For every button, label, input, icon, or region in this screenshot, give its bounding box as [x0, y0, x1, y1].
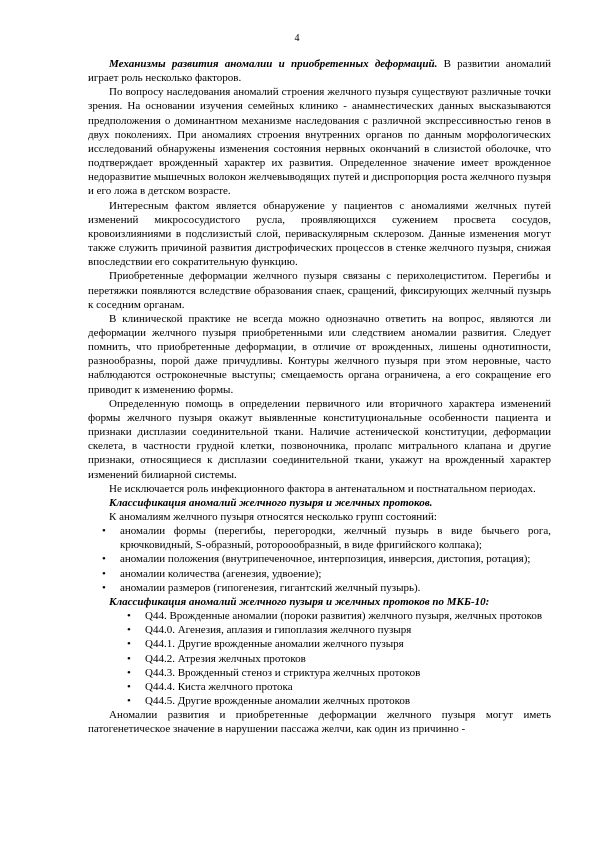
list-item: • Q44.4. Киста желчного протока [88, 680, 551, 694]
list-item: • аномалии количества (агенезия, удвоение); [88, 567, 551, 581]
list-item: • Q44.0. Агенезия, аплазия и гипоплазия желчного пузыря [88, 623, 551, 637]
paragraph: Определенную помощь в определении первичного или вторичного характера изменений формы желчного пузыря окажут выявленные конституциональные особенности пациента и признаки дисплазии соединительной ткани. Наличие астенической конституции, деформации скелета, в частности грудной клетки, позвоночника, пролапс митрального клапана и другие признаки, относящиеся к дисплазии соединительной ткани, укажут на врожденный характер изменений билиарной системы. [88, 397, 551, 481]
list-item: • Q44.5. Другие врожденные аномалии желчных протоков [88, 694, 551, 708]
mkb-heading: Классификация аномалий желчного пузыря и желчных протоков по МКБ-10: [109, 595, 490, 608]
classification-intro: К аномалиям желчного пузыря относятся несколько групп состояний: [109, 511, 437, 523]
paragraph: Интересным фактом является обнаружение у пациентов с аномалиями желчных путей изменений микрососудистого русла, проявляющихся сужением просвета сосудов, кровоизлияниями в подслизистый слой, периваскулярным склерозом. Данные изменения могут также служить причиной развития дистрофических процессов в стенке желчного пузыря, снижая впоследствии его сократительную функцию. [88, 199, 551, 269]
section-heading-tail: В развитии аномалий играет роль несколько факторов. [88, 58, 551, 85]
mkb-codes-list [88, 609, 551, 708]
list-item: • аномалии формы (перегибы, перегородки, желчный пузырь в виде бычьего рога, крючковидный, S-образный, ротороообразный, в виде фригийского колпака); [88, 524, 551, 552]
list-item: • аномалии положения (внутрипеченочное, интерпозиция, инверсия, дистопия, ротация); [88, 552, 551, 566]
paragraph: Приобретенные деформации желчного пузыря связаны с перихолециститом. Перегибы и перетяжки появляются вследствие образования спаек, сращений, фиксирующих желчный пузырь к соседним органам. [88, 270, 551, 311]
section-heading: Механизмы развития аномалии и приобретенных деформаций. [109, 58, 438, 70]
list-item: • Q44. Врожденные аномалии (пороки развития) желчного пузыря, желчных протоков [88, 609, 551, 623]
list-item: • аномалии размеров (гипогенезия, гигантский желчный пузырь). [88, 581, 551, 595]
paragraph: Не исключается роль инфекционного фактора в антенатальном и постнатальном периодах. [109, 482, 536, 495]
anomaly-groups-list [88, 524, 551, 595]
paragraph: По вопросу наследования аномалий строения желчного пузыря существуют различные точки зрения. На основании изучения семейных клинико - анамнестических данных высказываются предположения о доминантном механизме наследования с различной экспрессивностью генов в двух поколениях. При аномалиях строения внутренних органов по данным морфологических исследований обнаружены изменения состояния нервных окончаний в слизистой оболочке, что подтверждает врожденный характер их развития. Определенное значение имеет врожденное недоразвитие мышечных волокон желчевыводящих путей и диспропорция роста желчного пузыря и его ложа в детском возрасте. [88, 86, 551, 198]
list-item: • Q44.2. Атрезия желчных протоков [88, 652, 551, 666]
page-number: 4 [294, 33, 300, 44]
classification-heading: Классификация аномалий желчного пузыря и желчных протоков. [109, 496, 433, 509]
list-item: • Q44.1. Другие врожденные аномалии желчного пузыря [88, 637, 551, 651]
paragraph: В клинической практике не всегда можно однозначно ответить на вопрос, являются ли деформации желчного пузыря приобретенными или следствием аномалии развития. Следует помнить, что приобретенные деформации, в отличие от врожденных, лишены однотипности, разнообразны, порой даже причудливы. Контуры желчного пузыря при этом неровные, часто наблюдаются остроконечные выступы; смещаемость органа ограничена, а его сокращение его приводит к изменению формы. [88, 312, 551, 396]
page-body [88, 57, 551, 737]
list-item: • Q44.3. Врожденный стеноз и стриктура желчных протоков [88, 666, 551, 680]
final-paragraph: Аномалии развития и приобретенные деформации желчного пузыря могут иметь патогенетическое значение в нарушении пассажа желчи, как один из причинно - [88, 709, 551, 736]
section-intro-paragraph [88, 57, 551, 85]
